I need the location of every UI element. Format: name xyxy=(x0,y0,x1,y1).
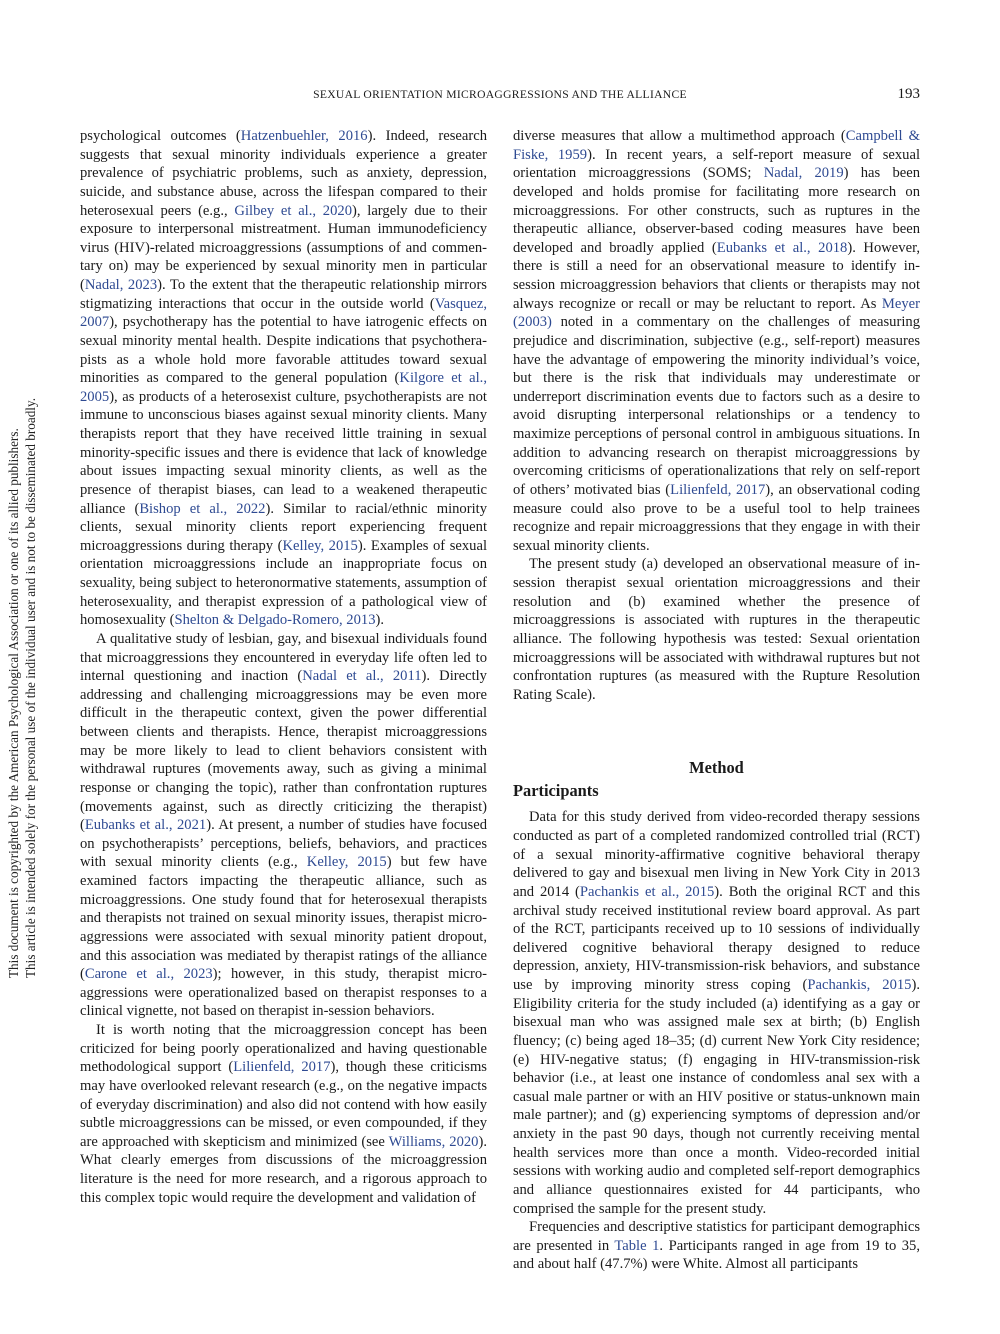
text-run: ). Similar to racial/ethnic minority clients, sexual minority clients report experiencing frequent microaggressions during therapy ( xyxy=(80,500,487,554)
citation-link[interactable]: Hatzenbuehler, 2016 xyxy=(240,128,368,144)
citation-link[interactable]: Gilbey et al., 2020 xyxy=(234,202,352,219)
citation-link[interactable]: Shelton & Delgado-Romero, 2013 xyxy=(174,612,376,629)
citation-link[interactable]: Nadal, 2023 xyxy=(84,277,158,293)
text-run: ). xyxy=(375,612,385,629)
right-paragraph-2 xyxy=(513,555,920,704)
text-run: ). To the extent that the therapeutic relationship mirrors stigmatizing interactions that occur in the outside world ( xyxy=(80,277,487,312)
text-run: diverse measures that allow a multimethod approach ( xyxy=(513,128,846,144)
text-run: ), an observational coding measure could also prove to be a useful tool to help trainees recognize and repair microaggressions that they engage in with their sexual minority clients. xyxy=(513,481,920,554)
text-run: ), as products of a heterosexist culture, psychotherapists are not immune to unconscious biases against sexual minority clients. Many therapists report that they have received little training in sexual minority-specific issues and there is evidence that lack of knowledge about issues impacting sexual minority clients, as well as the presence of therapist biases, can lead to a weakened therapeutic alliance ( xyxy=(80,388,487,517)
citation-link[interactable]: Eubanks et al., 2018 xyxy=(716,239,848,256)
text-run: ); however, in this study, therapist microaggressions were operationalized based on therapist responses to a clinical vignette, not based on therapist in-session behaviors. xyxy=(80,966,488,1020)
citation-link[interactable]: Kelley, 2015 xyxy=(282,537,358,554)
right-paragraph-3 xyxy=(513,808,920,1218)
text-run: noted in a commentary on the challenges of measuring prejudice and discrimination, subjective (e.g., self-report) measures have the advantage of empowering the minority individual’s voice, but there is the risk that individuals may underestimate or underreport discrimination events due to factors such as a desire to avoid disrupting interpersonal relationships or a tendency to maximize perceptions of personal control in ambiguous situations. In addition to advancing research on therapist microaggressions by overcoming criticisms of operationalizations that rely on self-report of others’ motivated bias ( xyxy=(513,314,920,498)
text-run: Frequencies and descriptive statistics for participant demographics are presented in xyxy=(513,1219,920,1254)
left-paragraph-1 xyxy=(80,127,487,630)
right-column xyxy=(513,127,920,1274)
text-run: ). In recent years, a self-report measure of sexual orientation microaggressions (SOMS; xyxy=(513,146,921,182)
citation-link[interactable]: Meyer (2003) xyxy=(513,295,920,331)
left-column xyxy=(80,127,487,1207)
text-run: A qualitative study of lesbian, gay, and bisexual individuals found that microaggressions they encountered in everyday life often led to internal questioning and inaction ( xyxy=(80,630,487,685)
participants-heading: Participants xyxy=(513,781,599,801)
text-run: ). Directly addressing and challenging microaggressions may be even more difficult in the therapeutic context, given the power differential between clients and therapists. Hence, therapist microaggressions may be more likely to lead to client behaviors consistent with withdrawal ruptures (movements away, such as giving a minimal response or changing the topic), rather than confrontation ruptures (movements against, such as directly criticizing the therapist) ( xyxy=(80,668,487,834)
copyright-side-note xyxy=(0,376,53,978)
text-run: ). At present, a number of studies have focused on psychotherapists’ perceptions, beliefs, behaviors, and practices with sexual minority clients (e.g., xyxy=(80,817,487,871)
citation-link[interactable]: Bishop et al., 2022 xyxy=(139,500,266,517)
citation-link[interactable]: Lilienfeld, 2017 xyxy=(233,1059,331,1076)
text-run: Data for this study derived from video-recorded therapy sessions conducted as part of a completed randomized controlled trial (RCT) of a sexual minority-affirmative cognitive behavioral therapy delivered to gay and bisexual men living in New York City in 2013 and 2014 ( xyxy=(513,809,920,900)
text-run: ). Examples of sexual orientation microaggressions include an inappropriate focus on sexuality, being subject to heteronormative statements, assumption of heterosexuality, and therapist expression of a pathological view of homosexuality ( xyxy=(80,537,487,629)
method-heading: Method xyxy=(689,758,744,778)
citation-link[interactable]: Campbell & Fiske, 1959 xyxy=(513,128,920,163)
citation-link[interactable]: Nadal, 2019 xyxy=(763,165,844,182)
text-run: The present study (a) developed an observational measure of in-session therapist sexual orientation microaggressions and their resolution and (b) examined whether the presence of microaggressions is associated with ruptures in the therapeutic alliance. The following hypothesis was tested: Sexual orientation microaggressions will be associated with withdrawal ruptures but not confrontation ruptures (as measured with the Rupture Resolution Rating Scale). xyxy=(513,556,920,703)
text-run: ), psychotherapy has the potential to have iatrogenic effects on sexual minority mental health. Despite indications that psychotherapists as a whole hold more favorable attitudes toward sexual minorities as compared to the general population ( xyxy=(80,314,487,387)
page-number: 193 xyxy=(897,86,920,102)
text-run: ) but few have examined factors impacting the therapeutic alliance, such as microaggressions. One study found that for heterosexual therapists and therapists not trained on sexual minority issues, therapist microaggressions were associated with sexual minority patient dropout, and this association was mediated by therapist ratings of the alliance ( xyxy=(80,854,487,983)
text-run: ) has been developed and holds promise for facilitating more research on microaggressions. For other constructs, such as ruptures in the therapeutic alliance, observer-based coding measures have been developed and broadly applied ( xyxy=(513,165,920,256)
citation-link[interactable]: Table 1 xyxy=(614,1237,660,1254)
text-run: ), largely due to their exposure to interpersonal mistreatment. Human immunodeficiency virus (HIV)-related microaggressions (assumptions of and commentary on) may be experienced by sexual minority men in particular ( xyxy=(80,202,487,293)
citation-link[interactable]: Williams, 2020 xyxy=(388,1133,479,1150)
citation-link[interactable]: Eubanks et al., 2021 xyxy=(84,817,207,834)
text-run: It is worth noting that the microaggression concept has been criticized for being poorly operationalized and having questionable methodological support ( xyxy=(80,1022,487,1076)
citation-link[interactable]: Carone et al., 2023 xyxy=(84,966,213,983)
citation-link[interactable]: Pachankis et al., 2015 xyxy=(579,883,715,900)
copyright-line-2: This article is intended solely for the personal use of the individual user and is not to be disseminated broadly. xyxy=(23,398,38,978)
citation-link[interactable]: Kilgore et al., 2005 xyxy=(80,370,487,405)
text-run: ). Both the original RCT and this archival study received institutional review board approval. As part of the RCT, participants received up to 10 sessions of individually delivered cognitive behavioral therapy designed to reduce depression, anxiety, HIV-transmission-risk behaviors, and substance use by improving minority stress coping ( xyxy=(513,883,921,993)
text-run: psychological outcomes ( xyxy=(80,128,241,144)
text-run: ). Eligibility criteria for the study included (a) identifying as a gay or bisexual man who was assigned male sex at birth; (b) English fluency; (c) being aged 18–35; (d) current New York City residence; (e) HIV-negative status; (f) engaging in HIV-transmission-risk behavior (i.e., at least one instance of condomless anal sex with a casual male partner or with an HIV positive or status-unknown main male partner); and (g) experiencing symptoms of depression and/or anxiety in the past 90 days, though not currently receiving mental health services more than once a month. Video-recorded initial sessions with working audio and completed self-report demographics and alliance questionnaires existed for 44 participants, who comprised the sample for the present study. xyxy=(513,977,920,1217)
text-run: ). Indeed, research suggests that sexual minority individuals experience a greater prevalence of psychiatric problems, such as anxiety, depression, suicide, and substance abuse, across the lifespan compared to their heterosexual peers (e.g., xyxy=(80,128,488,219)
citation-link[interactable]: Pachankis, 2015 xyxy=(807,977,912,993)
left-paragraph-3 xyxy=(80,1021,487,1207)
running-head xyxy=(0,86,1000,106)
text-run: ). However, there is still a need for an observational measure to identify in-session microaggression behaviors that clients or therapists may not always recognize or recall or may be reluctant to report. As xyxy=(513,239,920,312)
left-paragraph-2 xyxy=(80,630,487,1021)
text-run: ), though these criticisms may have overlooked relevant research (e.g., on the negative impacts of everyday discrimination) and also did not contend with how easily subtle microaggressions can be missed, or even compounded, if they are approached with skepticism and minimized (see xyxy=(80,1059,487,1150)
citation-link[interactable]: Lilienfeld, 2017 xyxy=(670,481,766,498)
text-run: . Participants ranged in age from 19 to 35, and about half (47.7%) were White. Almost all participants xyxy=(513,1237,921,1273)
right-paragraph-1 xyxy=(513,127,920,555)
citation-link[interactable]: Vasquez, 2007 xyxy=(80,295,487,331)
citation-link[interactable]: Nadal et al., 2011 xyxy=(302,668,422,685)
text-run: ). What clearly emerges from discussions of the microaggression literature is the need for more research, and a rigorous approach to this complex topic would require the development and validation of xyxy=(80,1133,487,1206)
running-title: SEXUAL ORIENTATION MICROAGGRESSIONS AND THE ALLIANCE xyxy=(313,88,687,101)
right-paragraph-4 xyxy=(513,1218,920,1274)
copyright-line-1: This document is copyrighted by the American Psychological Association or one of its allied publishers. xyxy=(6,428,21,978)
citation-link[interactable]: Kelley, 2015 xyxy=(306,854,387,871)
